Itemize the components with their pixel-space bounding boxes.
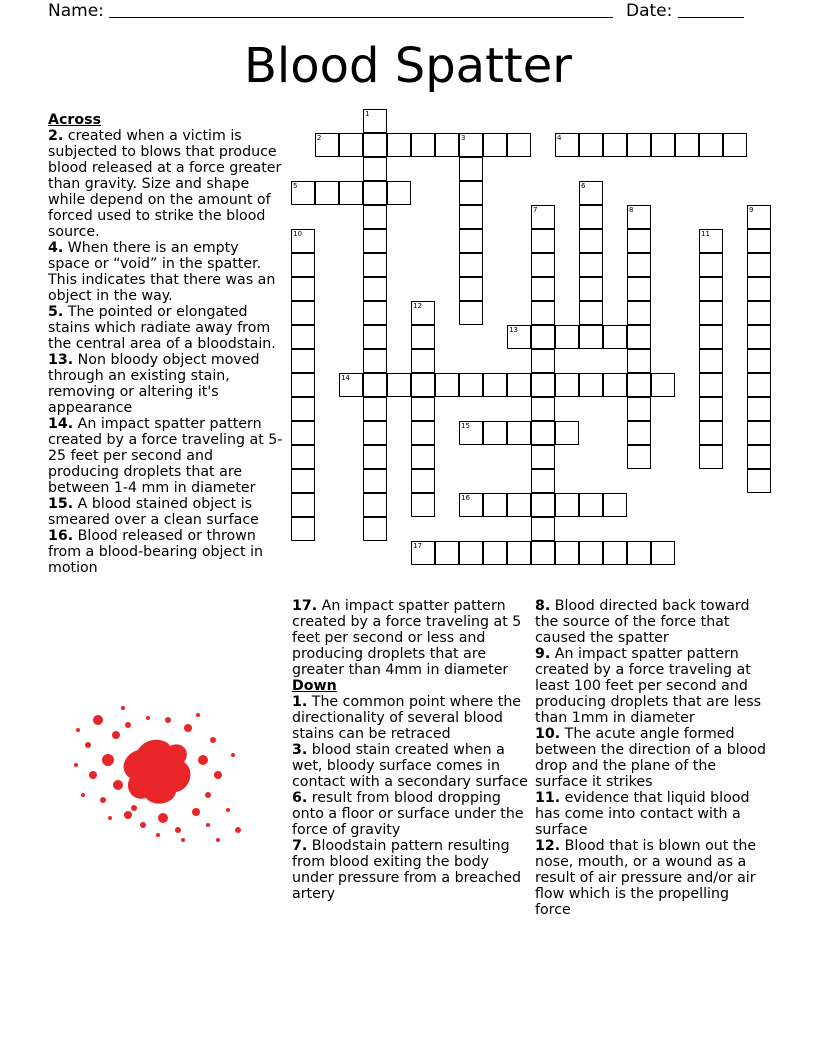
grid-cell[interactable]: [531, 301, 555, 325]
grid-cell[interactable]: [579, 301, 603, 325]
cell-number: 4: [557, 134, 562, 142]
grid-cell[interactable]: [387, 181, 411, 205]
blood-splatter-image: [68, 700, 250, 850]
grid-cell[interactable]: [531, 541, 555, 565]
grid-cell[interactable]: [483, 493, 507, 517]
cell-number: 15: [461, 422, 470, 430]
clue-number: 2.: [48, 128, 64, 144]
clue-number: 14.: [48, 416, 74, 432]
date-field[interactable]: [626, 0, 744, 22]
grid-cell[interactable]: [363, 229, 387, 253]
grid-cell[interactable]: [459, 541, 483, 565]
cell-number: 16: [461, 494, 470, 502]
grid-cell[interactable]: [627, 541, 651, 565]
clue-text: Blood released or thrown from a blood-bearing object in motion: [48, 528, 264, 576]
grid-cell[interactable]: [363, 421, 387, 445]
clue-number: 12.: [535, 838, 561, 854]
grid-cell[interactable]: [315, 181, 339, 205]
grid-cell[interactable]: [291, 397, 315, 421]
grid-cell[interactable]: [603, 373, 627, 397]
grid-cell[interactable]: [387, 373, 411, 397]
name-field[interactable]: [48, 0, 613, 22]
grid-cell[interactable]: [699, 133, 723, 157]
grid-cell[interactable]: [459, 157, 483, 181]
grid-cell[interactable]: [363, 349, 387, 373]
cell-number: 7: [533, 206, 538, 214]
clue-number: 17.: [292, 598, 318, 614]
grid-cell[interactable]: [411, 445, 435, 469]
grid-cell[interactable]: [411, 541, 435, 565]
cell-number: 2: [317, 134, 322, 142]
grid-cell[interactable]: [627, 301, 651, 325]
grid-cell[interactable]: [459, 181, 483, 205]
clue-text: Blood that is blown out the nose, mouth, or a wound as a result of air pressure and/or air flow which is the propelling force: [535, 838, 757, 918]
grid-cell[interactable]: [291, 421, 315, 445]
clue-text: When there is an empty space or “void” in the spatter. This indicates that there was an object in the way.: [48, 240, 276, 304]
grid-cell[interactable]: [531, 253, 555, 277]
grid-cell[interactable]: [627, 205, 651, 229]
grid-cell[interactable]: [555, 493, 579, 517]
grid-cell[interactable]: [411, 469, 435, 493]
down-clue-8: [535, 598, 767, 646]
cell-number: 13: [509, 326, 518, 334]
grid-cell[interactable]: [435, 133, 459, 157]
clue-number: 8.: [535, 598, 551, 614]
grid-cell[interactable]: [339, 181, 363, 205]
name-blank[interactable]: [109, 0, 613, 18]
middle-clues: [292, 598, 528, 902]
grid-cell[interactable]: [579, 253, 603, 277]
right-clues: [535, 598, 767, 918]
grid-cell[interactable]: [483, 133, 507, 157]
grid-cell[interactable]: [411, 373, 435, 397]
grid-cell[interactable]: [291, 493, 315, 517]
grid-cell[interactable]: [531, 421, 555, 445]
across-clue-2: [48, 128, 284, 240]
clue-text: An impact spatter pattern created by a force traveling at 5 feet per second or less and producing droplets that are greater than 4mm in diameter: [292, 598, 522, 678]
grid-cell[interactable]: [555, 421, 579, 445]
grid-cell[interactable]: [723, 133, 747, 157]
grid-cell[interactable]: [363, 301, 387, 325]
grid-cell[interactable]: [699, 253, 723, 277]
clue-number: 15.: [48, 496, 74, 512]
grid-cell[interactable]: [315, 133, 339, 157]
clue-text: The pointed or elongated stains which radiate away from the central area of a bloodstain.: [48, 304, 276, 352]
grid-cell[interactable]: [555, 541, 579, 565]
grid-cell[interactable]: [339, 133, 363, 157]
grid-cell[interactable]: [747, 421, 771, 445]
clue-number: 5.: [48, 304, 64, 320]
grid-cell[interactable]: [363, 253, 387, 277]
grid-cell[interactable]: [459, 205, 483, 229]
clue-text: Non bloody object moved through an existing stain, removing or altering it's appearance: [48, 352, 260, 416]
cell-number: 11: [701, 230, 710, 238]
clue-text: An impact spatter pattern created by a force traveling at 5-25 feet per second and producing droplets that are between 1-4 mm in diameter: [48, 416, 283, 496]
grid-cell[interactable]: [651, 541, 675, 565]
grid-cell[interactable]: [579, 493, 603, 517]
down-clue-11: [535, 790, 767, 838]
grid-cell[interactable]: [747, 301, 771, 325]
grid-cell[interactable]: [579, 325, 603, 349]
grid-cell[interactable]: [531, 469, 555, 493]
grid-cell[interactable]: [627, 445, 651, 469]
grid-cell[interactable]: [699, 277, 723, 301]
grid-cell[interactable]: [411, 325, 435, 349]
grid-cell[interactable]: [747, 373, 771, 397]
down-clue-12: [535, 838, 767, 918]
grid-cell[interactable]: [747, 277, 771, 301]
grid-cell[interactable]: [363, 517, 387, 541]
clue-number: 16.: [48, 528, 74, 544]
grid-cell[interactable]: [579, 541, 603, 565]
grid-cell[interactable]: [363, 181, 387, 205]
grid-cell[interactable]: [699, 373, 723, 397]
grid-cell[interactable]: [531, 205, 555, 229]
cell-number: 6: [581, 182, 586, 190]
grid-cell[interactable]: [411, 397, 435, 421]
cell-number: 8: [629, 206, 634, 214]
down-heading: Down: [292, 678, 337, 694]
grid-cell[interactable]: [411, 133, 435, 157]
grid-cell[interactable]: [579, 181, 603, 205]
down-clue-3: [292, 742, 528, 790]
clue-text: An impact spatter pattern created by a force traveling at least 100 feet per second and producing droplets that are less than 1mm in diameter: [535, 646, 762, 726]
clue-number: 6.: [292, 790, 308, 806]
grid-cell[interactable]: [291, 349, 315, 373]
grid-cell[interactable]: [579, 373, 603, 397]
grid-cell[interactable]: [579, 205, 603, 229]
clue-text: blood stain created when a wet, bloody surface comes in contact with a secondary surface: [292, 742, 528, 790]
grid-cell[interactable]: [291, 325, 315, 349]
grid-cell[interactable]: [483, 421, 507, 445]
grid-cell[interactable]: [459, 373, 483, 397]
cell-number: 9: [749, 206, 754, 214]
down-clue-7: [292, 838, 528, 902]
grid-cell[interactable]: [507, 493, 531, 517]
grid-cell[interactable]: [603, 541, 627, 565]
grid-cell[interactable]: [411, 421, 435, 445]
grid-cell[interactable]: [291, 277, 315, 301]
grid-cell[interactable]: [555, 373, 579, 397]
grid-cell[interactable]: [603, 133, 627, 157]
date-blank[interactable]: [678, 0, 744, 18]
across-clue-17: [292, 598, 528, 678]
grid-cell[interactable]: [291, 469, 315, 493]
grid-cell[interactable]: [531, 325, 555, 349]
grid-cell[interactable]: [555, 325, 579, 349]
grid-cell[interactable]: [747, 469, 771, 493]
grid-cell[interactable]: [627, 421, 651, 445]
grid-cell[interactable]: [651, 373, 675, 397]
grid-cell[interactable]: [291, 445, 315, 469]
grid-cell[interactable]: [747, 397, 771, 421]
grid-cell[interactable]: [363, 493, 387, 517]
grid-cell[interactable]: [627, 253, 651, 277]
grid-cell[interactable]: [435, 541, 459, 565]
grid-cell[interactable]: [747, 325, 771, 349]
grid-cell[interactable]: [363, 445, 387, 469]
cell-number: 10: [293, 230, 302, 238]
grid-cell[interactable]: [291, 517, 315, 541]
across-clue-13: [48, 352, 284, 416]
grid-cell[interactable]: [627, 277, 651, 301]
grid-cell[interactable]: [531, 277, 555, 301]
grid-cell[interactable]: [531, 349, 555, 373]
across-clue-15: [48, 496, 284, 528]
grid-cell[interactable]: [579, 277, 603, 301]
across-clue-4: [48, 240, 284, 304]
clue-text: Bloodstain pattern resulting from blood exiting the body under pressure from a breached artery: [292, 838, 522, 902]
grid-cell[interactable]: [363, 109, 387, 133]
clue-number: 1.: [292, 694, 308, 710]
grid-cell[interactable]: [531, 397, 555, 421]
across-clue-16: [48, 528, 284, 576]
name-label: Name:: [48, 1, 104, 21]
grid-cell[interactable]: [531, 229, 555, 253]
grid-cell[interactable]: [459, 277, 483, 301]
cell-number: 17: [413, 542, 422, 550]
grid-cell[interactable]: [507, 133, 531, 157]
grid-cell[interactable]: [291, 181, 315, 205]
grid-cell[interactable]: [699, 445, 723, 469]
grid-cell[interactable]: [291, 253, 315, 277]
down-clue-10: [535, 726, 767, 790]
grid-cell[interactable]: [411, 349, 435, 373]
grid-cell[interactable]: [363, 277, 387, 301]
grid-cell[interactable]: [699, 349, 723, 373]
grid-cell[interactable]: [747, 229, 771, 253]
grid-cell[interactable]: [339, 373, 363, 397]
grid-cell[interactable]: [363, 157, 387, 181]
grid-cell[interactable]: [699, 301, 723, 325]
clue-number: 7.: [292, 838, 308, 854]
grid-cell[interactable]: [459, 493, 483, 517]
grid-cell[interactable]: [363, 205, 387, 229]
grid-cell[interactable]: [699, 397, 723, 421]
grid-cell[interactable]: [483, 541, 507, 565]
grid-cell[interactable]: [627, 325, 651, 349]
across-clues: [48, 112, 284, 576]
grid-cell[interactable]: [747, 253, 771, 277]
clue-text: A blood stained object is smeared over a clean surface: [48, 496, 259, 528]
grid-cell[interactable]: [627, 349, 651, 373]
across-clue-14: [48, 416, 284, 496]
grid-cell[interactable]: [459, 133, 483, 157]
grid-cell[interactable]: [555, 133, 579, 157]
grid-cell[interactable]: [699, 421, 723, 445]
down-clue-6: [292, 790, 528, 838]
grid-cell[interactable]: [675, 133, 699, 157]
grid-cell[interactable]: [579, 133, 603, 157]
grid-cell[interactable]: [363, 373, 387, 397]
grid-cell[interactable]: [483, 373, 507, 397]
grid-cell[interactable]: [627, 397, 651, 421]
grid-cell[interactable]: [651, 133, 675, 157]
grid-cell[interactable]: [747, 349, 771, 373]
clue-number: 10.: [535, 726, 561, 742]
cell-number: 1: [365, 110, 370, 118]
grid-cell[interactable]: [603, 493, 627, 517]
grid-cell[interactable]: [603, 325, 627, 349]
grid-cell[interactable]: [459, 301, 483, 325]
grid-cell[interactable]: [627, 373, 651, 397]
grid-cell[interactable]: [507, 373, 531, 397]
grid-cell[interactable]: [291, 373, 315, 397]
grid-cell[interactable]: [411, 301, 435, 325]
grid-cell[interactable]: [459, 229, 483, 253]
grid-cell[interactable]: [507, 541, 531, 565]
grid-cell[interactable]: [531, 373, 555, 397]
down-clue-9: [535, 646, 767, 726]
grid-cell[interactable]: [531, 517, 555, 541]
across-heading: Across: [48, 112, 102, 128]
grid-cell[interactable]: [291, 301, 315, 325]
clue-number: 3.: [292, 742, 308, 758]
clue-text: evidence that liquid blood has come into contact with a surface: [535, 790, 750, 838]
grid-cell[interactable]: [627, 229, 651, 253]
clue-text: Blood directed back toward the source of the force that caused the spatter: [535, 598, 750, 646]
grid-cell[interactable]: [507, 421, 531, 445]
grid-cell[interactable]: [531, 445, 555, 469]
clue-number: 11.: [535, 790, 561, 806]
grid-cell[interactable]: [363, 133, 387, 157]
grid-cell[interactable]: [459, 421, 483, 445]
cell-number: 12: [413, 302, 422, 310]
clue-text: created when a victim is subjected to blows that produce blood released at a force greater than gravity. Size and shape while depend on the amount of forced used to strike the blood source.: [48, 128, 282, 240]
grid-cell[interactable]: [387, 133, 411, 157]
clue-number: 4.: [48, 240, 64, 256]
across-clue-5: [48, 304, 284, 352]
grid-cell[interactable]: [699, 229, 723, 253]
grid-cell[interactable]: [411, 493, 435, 517]
grid-cell[interactable]: [747, 445, 771, 469]
cell-number: 3: [461, 134, 466, 142]
page-title: Blood Spatter: [244, 38, 572, 94]
grid-cell[interactable]: [579, 229, 603, 253]
clue-text: result from blood dropping onto a floor or surface under the force of gravity: [292, 790, 524, 838]
grid-cell[interactable]: [363, 469, 387, 493]
clue-text: The acute angle formed between the direction of a blood drop and the plane of the surface it strikes: [535, 726, 767, 790]
grid-cell[interactable]: [363, 325, 387, 349]
grid-cell[interactable]: [291, 229, 315, 253]
grid-cell[interactable]: [507, 325, 531, 349]
grid-cell[interactable]: [627, 133, 651, 157]
cell-number: 5: [293, 182, 298, 190]
down-clue-1: [292, 694, 528, 742]
grid-cell[interactable]: [699, 325, 723, 349]
cell-number: 14: [341, 374, 350, 382]
grid-cell[interactable]: [459, 253, 483, 277]
clue-number: 9.: [535, 646, 551, 662]
clue-number: 13.: [48, 352, 74, 368]
grid-cell[interactable]: [435, 373, 459, 397]
clue-text: The common point where the directionality of several blood stains can be retraced: [292, 694, 522, 742]
grid-cell[interactable]: [363, 397, 387, 421]
grid-cell[interactable]: [747, 205, 771, 229]
date-label: Date:: [626, 1, 673, 21]
grid-cell[interactable]: [531, 493, 555, 517]
